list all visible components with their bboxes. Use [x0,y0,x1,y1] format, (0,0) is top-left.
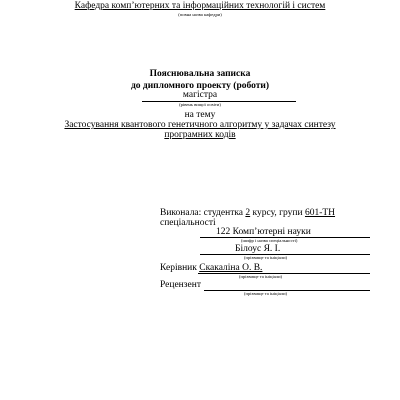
reviewer-label: Рецензент [160,280,201,290]
supervisor-name: Скакаліна О. В. [199,263,263,273]
course-value: 2 [245,208,251,218]
supervisor-underline [198,273,370,274]
specialty-value: 122 Комп’ютерні науки [216,227,311,237]
department-name: Кафедра комп’ютерних та інформаційних технологій і систем [74,1,326,11]
document-title: Пояснювальна записка [149,69,251,79]
document-subtitle: до дипломного проекту (роботи) [130,81,270,91]
topic-line-1: Застосування квантового генетичного алгоритму у задачах синтезу [64,120,336,130]
reviewer-caption: (прізвище та ініціали) [244,291,288,296]
student-name: Білоус Я. І. [235,244,281,254]
degree-value: магістра [182,90,218,100]
specialty-label: спеціальності [160,218,216,228]
reviewer-underline [204,290,370,291]
group-value: 601-ТН [304,208,336,218]
department-caption: (повна назва кафедри) [178,12,222,17]
supervisor-caption: (прізвище та ініціали) [239,274,283,279]
specialty-caption: (шифр і назва спеціальності) [241,238,298,243]
on-topic-label: на тему [184,110,216,120]
student-caption: (прізвище та ініціали) [244,255,288,260]
topic-line-2: програмних кодів [164,130,236,140]
supervisor-label: Керівник [160,263,197,273]
performed-by-label: Виконала: студентка [160,208,244,218]
course-suffix: курсу, групи [252,208,303,218]
degree-caption: (рівень вищої освіти) [179,102,221,107]
